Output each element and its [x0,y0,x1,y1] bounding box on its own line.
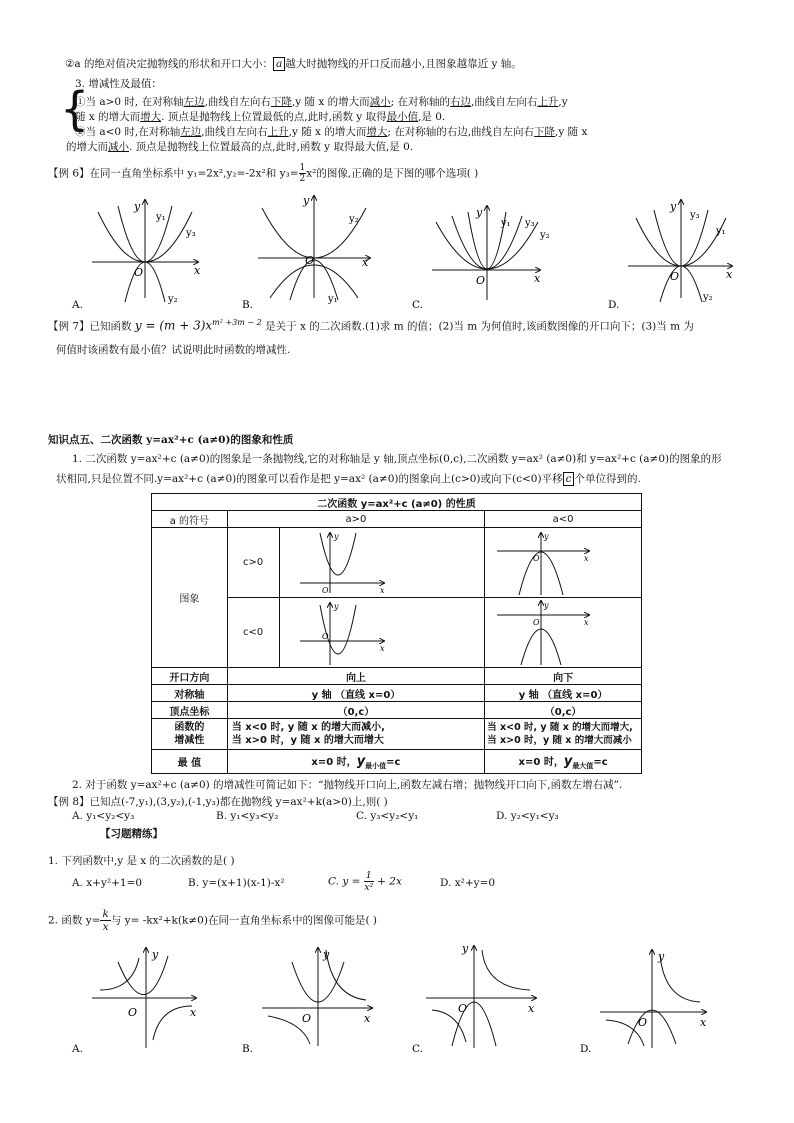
c-positive-label: c>0 [227,528,279,598]
case-a-pos-line1: ①当 a>0 时, 在对称轴左边,曲线自左向右下降,y 随 x 的增大而减小; 在对称轴的右边,曲线自左向右上升,y [75,96,568,108]
fill-blank: 右边 [450,96,472,108]
svg-text:D.: D. [580,1043,592,1055]
svg-text:y: y [323,948,330,961]
svg-text:y: y [333,531,339,541]
kp5-paragraph-1: 1. 二次函数 y=ax²+c (a≠0)的图象是一条抛物线,它的对称轴是 y 轴,顶点坐标(0,c),二次函数 y=ax² (a≠0)和 y=ax²+c (a≠0)的图象的形 [72,453,722,465]
q1-option-b[interactable]: B. y=(x+1)(x-1)-x² [188,877,285,889]
svg-text:A.: A. [72,1043,83,1055]
option-c-label: C. [412,299,423,311]
axis-x-label: x [194,264,201,277]
sign-label: a 的符号 [152,511,228,528]
graph-label: 图象 [152,528,228,668]
extremum-neg: x=0 时，$y_{最大值}=c$ [485,750,642,774]
fill-blank: 下降 [270,96,292,108]
option-a-label: A. [72,299,83,311]
option-a-graph[interactable] [71,200,201,311]
vertex-neg: （0,c） [485,702,642,719]
svg-text:O: O [302,1012,312,1025]
fill-blank: 减小 [369,96,391,108]
example-6-graphs [0,190,794,315]
knowledge-point-5-title: 知识点五、二次函数 y=ax²+c (a≠0)的图象和性质 [48,434,294,446]
a-positive-header: a>0 [227,511,484,528]
fraction-half: $\frac{1}{2}$ [299,163,306,184]
svg-text:y₂: y₂ [540,230,550,241]
svg-text:y: y [462,942,469,955]
svg-text:x: x [534,272,541,285]
a-negative-header: a<0 [485,511,642,528]
fill-blank: 增大 [140,111,162,123]
graph-a-pos-c-pos [279,528,485,598]
fill-blank: 左边 [180,126,202,138]
q1-option-a[interactable]: A. x+y²+1=0 [72,877,143,889]
monotonicity-neg: 当 x<0 时, y 随 x 的增大而增大, 当 x>0 时，y 随 x 的增大而减小 [485,719,642,750]
case-a-neg-line1: ②当 a<0 时,在对称轴左边,曲线自左向右上升,y 随 x 的增大而增大; 在对称轴的右边,曲线自左向右下降,y 随 x [75,126,588,138]
extremum-pos: x=0 时，$y_{最小值}=c$ [227,750,484,774]
svg-text:O: O [321,631,329,641]
svg-text:y: y [303,194,310,207]
ex8-option-b[interactable]: B. y₁<y₃<y₂ [216,810,279,822]
left-brace: { [60,82,90,136]
svg-text:x: x [528,1002,535,1015]
case-a-neg-line2: 的增大而减小. 顶点是抛物线上位置最高的点,此时,函数 y 取得最大值,是 0. [66,141,414,153]
open-direction-label: 开口方向 [152,668,228,685]
curve-label-y1: y₁ [156,212,166,223]
svg-text:y: y [670,200,677,213]
table-title: 二次函数 y=ax²+c (a≠0) 的性质 [152,494,642,511]
svg-text:y₂: y₂ [703,292,713,303]
option-d-label: D. [608,299,620,311]
svg-text:x: x [379,585,385,595]
svg-text:x: x [700,1016,707,1029]
abs-c-box: c [563,472,575,486]
svg-text:O: O [670,270,680,283]
option-d-graph[interactable] [608,200,733,311]
q2-option-d-graph[interactable] [580,950,707,1055]
svg-text:y₂: y₂ [349,214,359,225]
svg-text:O: O [458,1002,468,1015]
svg-text:y: y [658,950,665,963]
example-6-question: 【例 6】在同一直角坐标系中 y₁=2x²,y₂=-2x²和 y₃= $\frac{1}{2}$ x²的图像,正确的是下图的哪个选项( ) [48,163,479,184]
q1-option-d[interactable]: D. x²+y=0 [440,877,496,889]
svg-text:B.: B. [242,1043,254,1055]
graph-a-pos-c-neg [279,598,485,668]
section-3-heading: 3. 增减性及最值： [75,78,162,90]
q2-option-a-graph[interactable] [71,948,197,1055]
q1-option-c[interactable]: C. y = $\frac{1}{\text{x²}}$ + 2x [328,870,402,893]
fill-blank: 左边 [183,96,205,108]
ex8-option-c[interactable]: C. y₃<y₂<y₁ [356,810,419,822]
question-2: 2. 函数 y= $\frac{k}{x}$ 与 y= -kx²+k(k≠0)在同一直角坐标系中的图像可能是( ) [48,908,377,933]
svg-text:y₃: y₃ [690,210,700,221]
fill-blank: 上升 [537,96,559,108]
example-8-question: 【例 8】已知点(-7,y₁),(3,y₂),(-1,y₃)都在抛物线 y=ax²+k(a>0)上,则( ) [48,796,388,808]
svg-text:x: x [190,1006,197,1019]
axis-y-label: y [134,200,141,213]
fill-blank: 上升 [267,126,289,138]
svg-text:y₁: y₁ [716,226,726,237]
option-b-graph[interactable] [242,194,370,311]
svg-text:O: O [305,254,315,267]
open-down: 向下 [485,668,642,685]
svg-text:x: x [726,268,733,281]
ex8-option-d[interactable]: D. y₂<y₁<y₃ [496,810,559,822]
example-7-line2: 何值时该函数有最小值？试说明此时函数的增减性. [56,344,291,356]
svg-text:x: x [584,553,589,563]
q2-option-b-graph[interactable] [242,948,372,1055]
case-a-pos-line2: 随 x 的增大而增大. 顶点是抛物线上位置最低的点,此时,函数 y 取得最小值,是 0. [75,111,446,123]
option-c-graph[interactable] [412,206,550,311]
monotonicity-mnemonic: 2. 对于函数 y=ax²+c (a≠0) 的增减性可简记如下：“抛物线开口向上,函数左减右增；抛物线开口向下,函数左增右减”. [72,779,623,791]
question-1: 1. 下列函数中,y 是 x 的二次函数的是( ) [48,855,235,867]
graph-a-neg-c-neg [485,598,642,668]
svg-text:C.: C. [412,1043,423,1055]
function-exponent: m² +3m − 2 [212,318,262,327]
symmetry-axis-pos: y 轴 （直线 x=0） [227,685,484,702]
svg-text:O: O [533,617,540,627]
question-2-graphs [0,938,794,1063]
svg-text:y₃: y₃ [525,218,535,229]
svg-text:x: x [379,643,385,653]
extremum-label: 最 值 [152,750,228,774]
svg-text:O: O [638,1016,648,1029]
svg-text:y₁: y₁ [501,218,511,229]
kp5-paragraph-2: 状相同,只是位置不同.y=ax²+c (a≠0)的图象可以看作是把 y=ax² (a≠0)的图象向上(c>0)或向下(c<0)平移 c 个单位得到的. [56,473,641,485]
function-formula: y = (m + 3)x [134,318,213,333]
curve-label-y2: y₂ [168,294,178,305]
q2-option-c-graph[interactable] [412,942,536,1055]
properties-table [151,493,642,774]
svg-text:O: O [476,274,486,287]
absolute-value-note [65,56,522,71]
fill-blank: 减小 [108,141,129,153]
note-text-2: 越大时抛物线的开口反而越小,且图象越靠近 y 轴。 [285,58,522,70]
svg-text:y: y [544,531,549,541]
svg-text:y₁: y₁ [328,294,338,305]
svg-text:x: x [584,617,589,627]
svg-text:y: y [152,948,159,961]
svg-text:O: O [128,1006,138,1019]
abs-a-box: a [273,57,285,71]
practice-title: 【习题精练】 [100,828,163,840]
fill-blank: 下降 [534,126,556,138]
fill-blank: 最小值 [386,111,419,123]
curve-label-y3: y₃ [186,228,196,239]
monotonicity-pos: 当 x<0 时, y 随 x 的增大而减小, 当 x>0 时，y 随 x 的增大而增大 [227,719,484,750]
option-b-label: B. [242,299,254,311]
open-up: 向上 [227,668,484,685]
vertex-pos: （0,c） [227,702,484,719]
svg-text:x: x [362,256,369,269]
graph-a-neg-c-pos [485,528,642,598]
symmetry-axis-label: 对称轴 [152,685,228,702]
vertex-label: 顶点坐标 [152,702,228,719]
svg-text:x: x [364,1012,371,1025]
svg-text:O: O [321,585,329,595]
svg-text:O: O [533,553,540,563]
svg-text:y: y [544,600,549,610]
c-negative-label: c<0 [227,598,279,668]
svg-text:y: y [476,206,483,219]
example-7-question: 【例 7】已知函数 $y = (m + 3)x^{m^2 +3m - 2}$ 是关于 x 的二次函数.(1)求 m 的值；(2)当 m 为何值时,该函数图像的开口向下；(3)当 m 为 [48,318,694,333]
fill-blank: 增大 [366,126,388,138]
monotonicity-label: 函数的 增减性 [152,719,228,750]
symmetry-axis-neg: y 轴 （直线 x=0） [485,685,642,702]
origin-label: O [134,266,144,279]
ex8-option-a[interactable]: A. y₁<y₂<y₃ [72,810,135,822]
svg-text:y: y [333,601,339,611]
note-text-1: ②a 的绝对值决定抛物线的形状和开口大小： [65,58,274,70]
